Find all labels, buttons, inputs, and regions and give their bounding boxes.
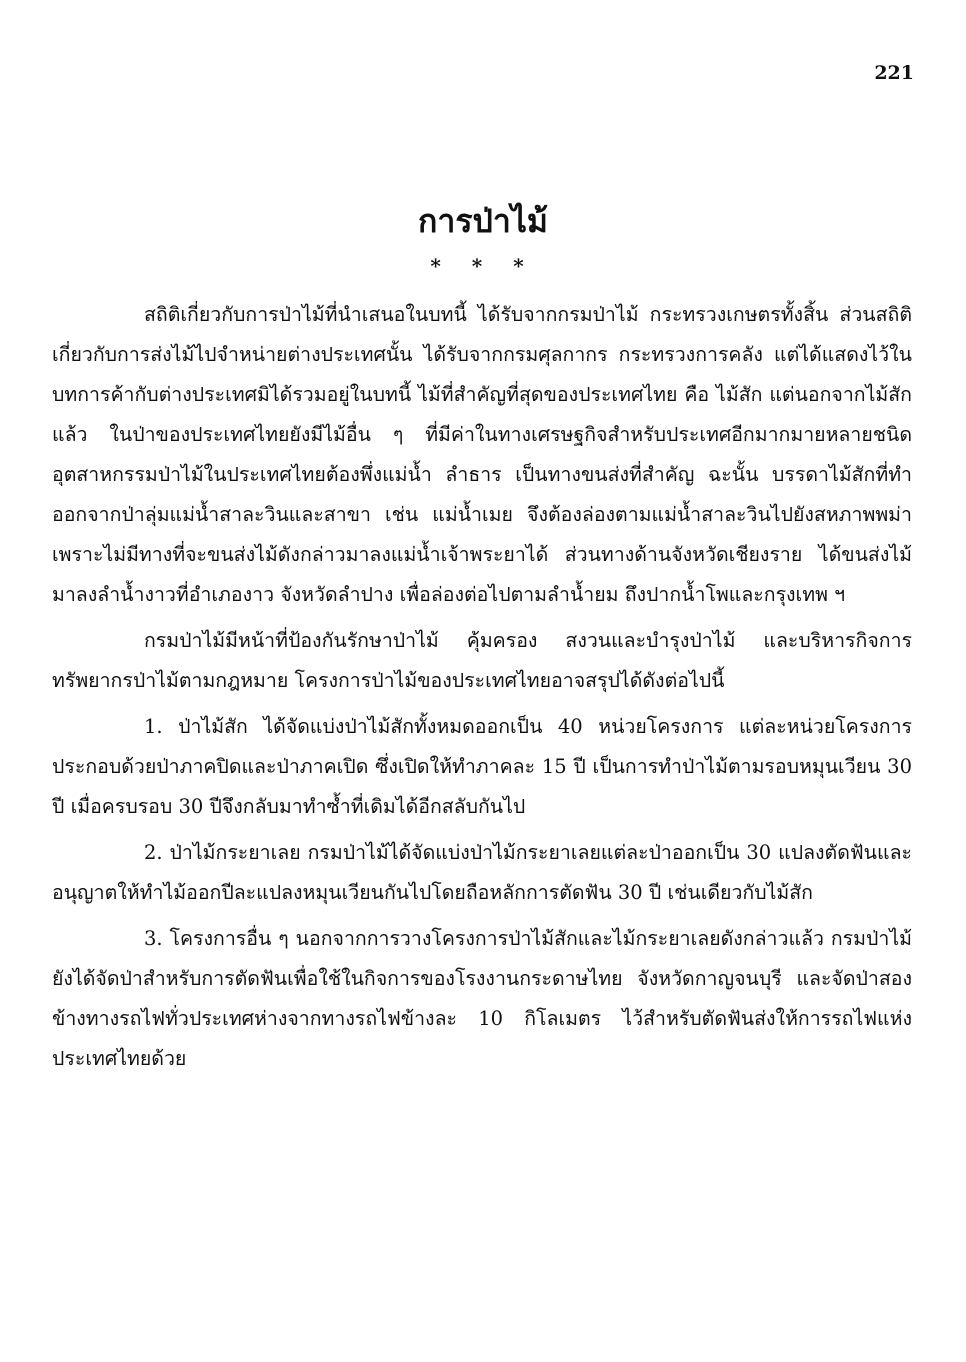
page-number: 221 — [874, 62, 914, 84]
section-separator: * * * — [430, 254, 536, 278]
paragraph-intro: สถิติเกี่ยวกับการป่าไม้ที่นำเสนอในบทนี้ ได้รับจากกรมป่าไม้ กระทรวงเกษตรทั้งสิ้น ส่วนสถิติเกี่ยวกับการส่งไม้ไปจำหน่ายต่างประเทศนั้น ได้รับจากกรมศุลกากร กระทรวงการคลัง แต่ได้แสดงไว้ในบทการค้ากับต่างประเทศมิได้รวมอยู่ในบทนี้ ไม้ที่สำคัญที่สุดของประเทศไทย คือ ไม้สัก แต่นอกจากไม้สักแล้ว ในป่าของประเทศไทยยังมีไม้อื่น ๆ ที่มีค่าในทางเศรษฐกิจสำหรับประเทศอีกมากมายหลายชนิด อุตสาหกรรมป่าไม้ในประเทศไทยต้องพึ่งแม่น้ำ ลำธาร เป็นทางขนส่งที่สำคัญ ฉะนั้น บรรดาไม้สักที่ทำออกจากป่าลุ่มแม่น้ำสาละวินและสาขา เช่น แม่น้ำเมย จึงต้องล่องตามแม่น้ำสาละวินไปยังสหภาพพม่า เพราะไม่มีทางที่จะขนส่งไม้ดังกล่าวมาลงแม่น้ำเจ้าพระยาได้ ส่วนทางด้านจังหวัดเชียงราย ได้ขนส่งไม้มาลงลำน้ำงาวที่อำเภองาว จังหวัดลำปาง เพื่อล่องต่อไปตามลำน้ำยม ถึงปากน้ำโพและกรุงเทพ ฯ — [52, 303, 912, 606]
page-title: การป่าไม้ — [418, 202, 548, 240]
paragraph-mixed-forest: 2. ป่าไม้กระยาเลย กรมป่าไม้ได้จัดแบ่งป่าไม้กระยาเลยแต่ละป่าออกเป็น 30 แปลงตัดฟันและอนุญาตให้ทำไม้ออกปีละแปลงหมุนเวียนกันไปโดยถือหลักการตัดฟัน 30 ปี เช่นเดียวกับไม้สัก — [52, 841, 912, 904]
paragraph-other-projects: 3. โครงการอื่น ๆ นอกจากการวางโครงการป่าไม้สักและไม้กระยาเลยดังกล่าวแล้ว กรมป่าไม้ยังได้จัดป่าสำหรับการตัดฟันเพื่อใช้ในกิจการของโรงงานกระดาษไทย จังหวัดกาญจนบุรี และจัดป่าสองข้างทางรถไฟทั่วประเทศห่างจากทางรถไฟข้างละ 10 กิโลเมตร ไว้สำหรับตัดฟันส่งให้การรถไฟแห่งประเทศไทยด้วย — [52, 927, 912, 1070]
body-text — [52, 295, 912, 1079]
paragraph-teak-forest: 1. ป่าไม้สัก ได้จัดแบ่งป่าไม้สักทั้งหมดออกเป็น 40 หน่วยโครงการ แต่ละหน่วยโครงการประกอบด้วยป่าภาคปิดและป่าภาคเปิด ซึ่งเปิดให้ทำภาคละ 15 ปี เป็นการทำป่าไม้ตามรอบหมุนเวียน 30 ปี เมื่อครบรอบ 30 ปีจึงกลับมาทำซ้ำที่เดิมได้อีกสลับกันไป — [52, 715, 912, 818]
paragraph-forestry-duties: กรมป่าไม้มีหน้าที่ป้องกันรักษาป่าไม้ คุ้มครอง สงวนและบำรุงป่าไม้ และบริหารกิจการทรัพยากรป่าไม้ตามกฎหมาย โครงการป่าไม้ของประเทศไทยอาจสรุปได้ดังต่อไปนี้ — [52, 629, 912, 692]
